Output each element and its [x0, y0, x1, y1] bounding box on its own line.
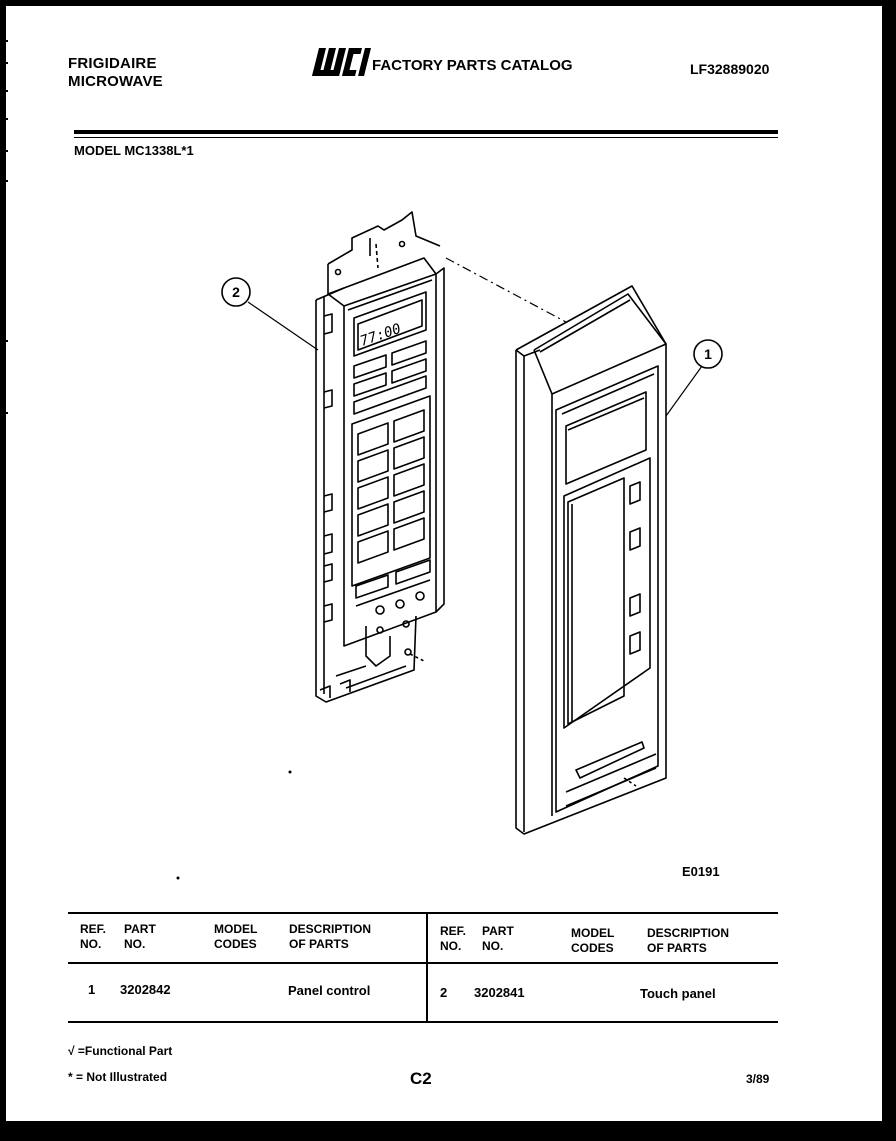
table-divider: [426, 912, 428, 1022]
catalog-page: [6, 6, 882, 1121]
drawing-code: E0191: [682, 864, 720, 879]
touch-panel-assembly: [316, 212, 444, 702]
scan-mark: [0, 340, 8, 342]
row-desc-left: Panel control: [288, 983, 371, 998]
not-illustrated-note: * = Not Illustrated: [68, 1070, 168, 1084]
table-rule-header: [68, 962, 778, 964]
brand-name: FRIGIDAIRE: [68, 55, 157, 72]
callout-label-1: 1: [704, 346, 712, 362]
scan-mark: [0, 180, 8, 182]
col-part-header-right: PART NO.: [482, 924, 514, 953]
catalog-title: FACTORY PARTS CATALOG: [372, 57, 573, 74]
panel-control-housing: [516, 286, 666, 834]
date-code: 3/89: [746, 1072, 770, 1086]
catalog-id: LF32889020: [690, 61, 770, 77]
row-ref-left: 1: [88, 982, 96, 997]
row-part-left: 3202842: [120, 982, 171, 997]
functional-part-note: √ =Functional Part: [68, 1044, 173, 1058]
table-rule-bottom: [68, 1021, 778, 1023]
model-number: MODEL MC1338L*1: [74, 143, 194, 158]
callout-label-2: 2: [232, 284, 240, 300]
display-readout: 77:00: [358, 320, 404, 350]
col-ref-header-right: REF. NO.: [440, 924, 467, 953]
col-model-header-left: MODEL CODES: [214, 922, 258, 951]
exploded-parts-diagram: [6, 6, 882, 886]
row-ref-right: 2: [440, 985, 448, 1000]
col-part-header-left: PART NO.: [124, 922, 156, 951]
col-model-header-right: MODEL CODES: [571, 926, 615, 955]
table-rule-top: [68, 912, 778, 914]
row-part-right: 3202841: [474, 985, 525, 1000]
scan-mark: [0, 118, 8, 120]
scan-mark: [0, 40, 8, 42]
col-desc-header-left: DESCRIPTION OF PARTS: [289, 922, 372, 951]
col-desc-header-right: DESCRIPTION OF PARTS: [647, 926, 730, 955]
col-ref-header-left: REF. NO.: [80, 922, 107, 951]
scan-mark: [0, 62, 8, 64]
scan-mark: [0, 412, 8, 414]
scan-mark: [0, 90, 8, 92]
page-code: C2: [410, 1069, 432, 1088]
row-desc-right: Touch panel: [640, 986, 716, 1001]
scan-mark: [0, 150, 8, 152]
product-type: MICROWAVE: [68, 73, 163, 90]
